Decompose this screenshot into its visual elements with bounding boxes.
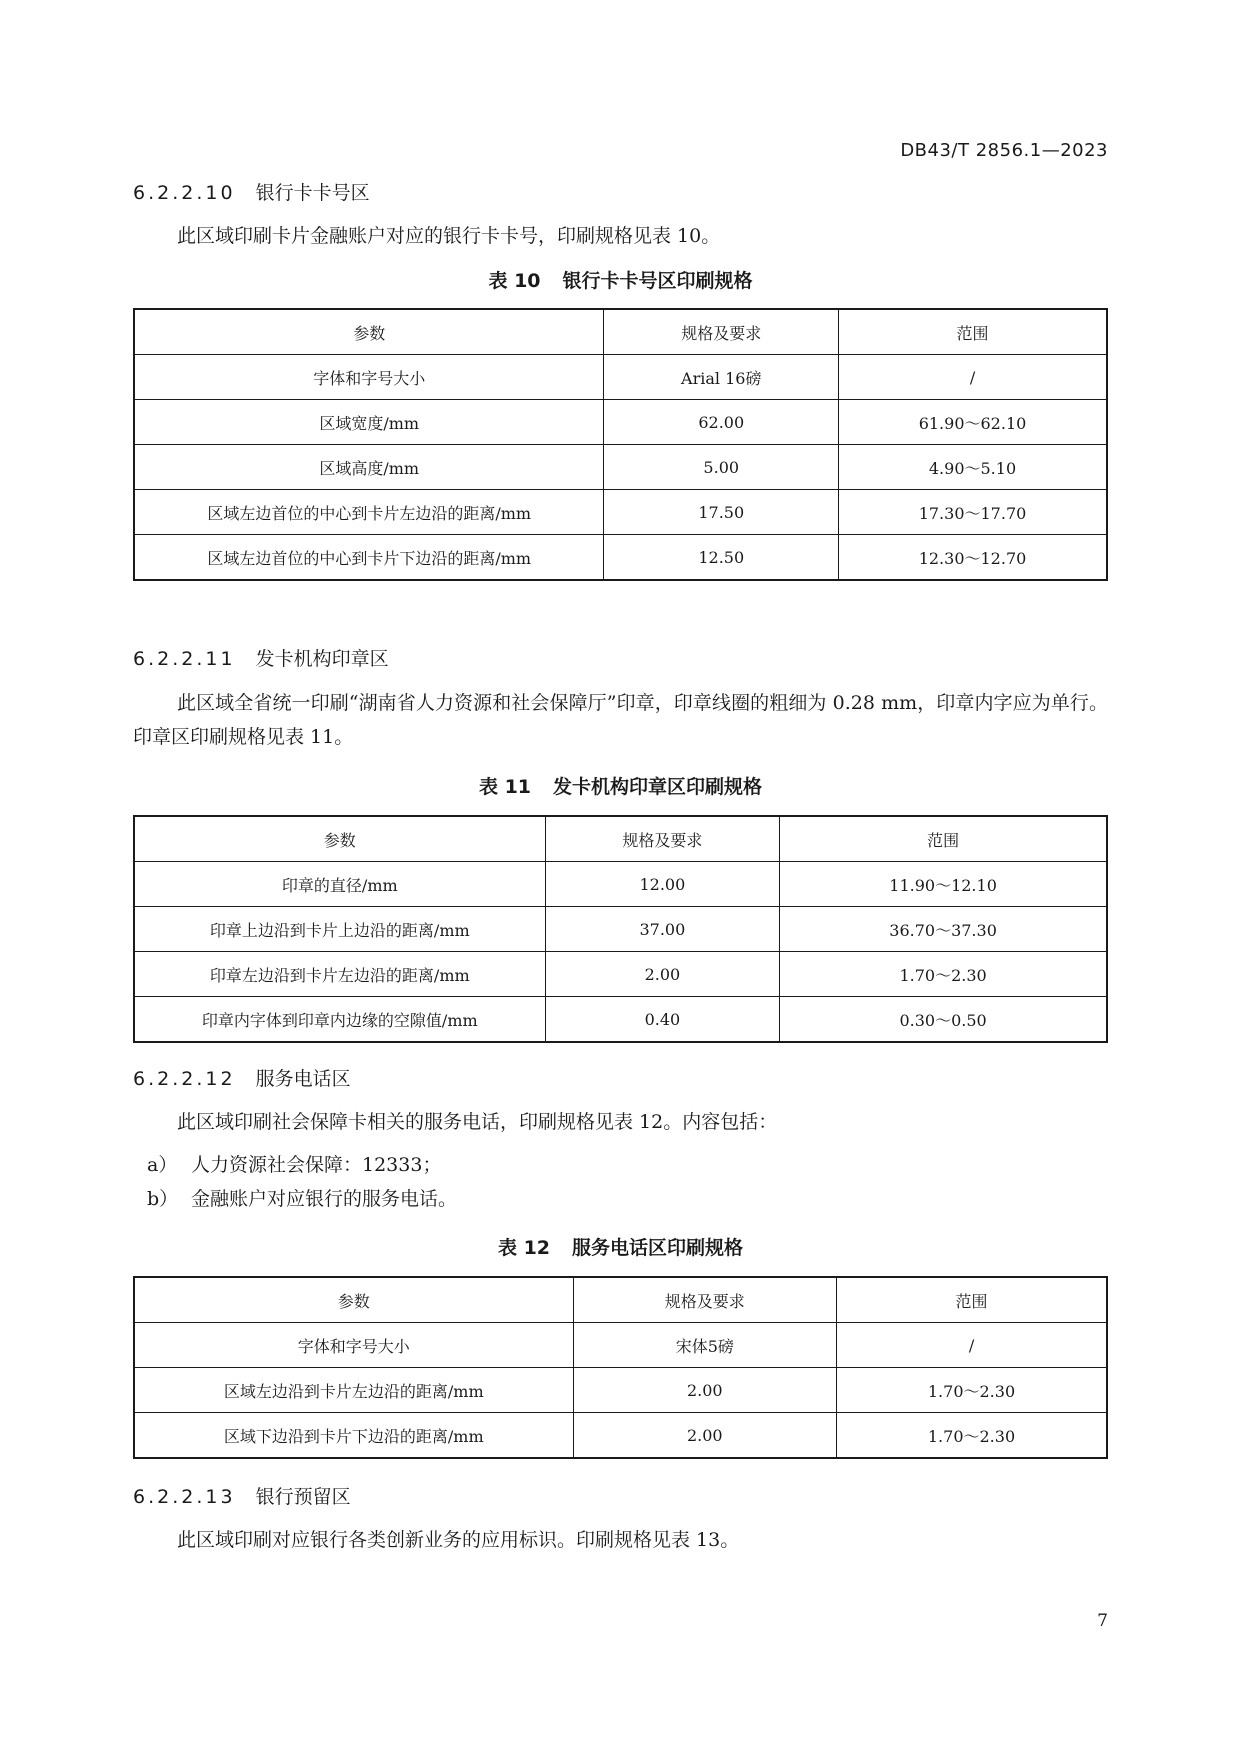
table-cell: 区域宽度/mm [134,400,604,445]
table-cell: 1.70～2.30 [837,1413,1107,1459]
table-cell: 印章的直径/mm [134,862,545,907]
section-heading-6-2-2-13 [133,1482,351,1509]
table-cell: 区域高度/mm [134,445,604,490]
spec-table-11 [133,815,1108,1043]
table-cell: 区域左边沿到卡片左边沿的距离/mm [134,1368,573,1413]
table-cell: / [839,355,1107,400]
table-row [134,1323,1107,1368]
list-item [147,1184,457,1211]
table-title: 银行卡卡号区印刷规格 [562,270,753,292]
table-cell: 2.00 [573,1368,836,1413]
table-cell: 字体和字号大小 [134,1323,573,1368]
header-cell: 规格及要求 [573,1277,836,1323]
table-caption-10 [133,266,1108,293]
section-number: 6.2.2.12 [133,1068,236,1090]
table-cell: 61.90～62.10 [839,400,1107,445]
list-marker: b） [147,1188,179,1210]
list-text: 金融账户对应银行的服务电话。 [191,1188,458,1210]
table-cell: 17.50 [604,490,839,535]
table-caption-11 [133,772,1108,799]
list-text: 人力资源社会保障：12333； [191,1154,442,1176]
table-cell: 5.00 [604,445,839,490]
section-title: 银行预留区 [255,1486,351,1508]
header-cell: 范围 [839,309,1107,355]
table-cell: / [837,1323,1107,1368]
table-row [134,1413,1107,1459]
table-caption-12 [133,1233,1108,1260]
table-cell: 1.70～2.30 [837,1368,1107,1413]
table-row [134,862,1107,907]
section-title: 发卡机构印章区 [255,648,389,670]
page-number: 7 [1097,1611,1108,1631]
table-cell: 12.30～12.70 [839,535,1107,581]
table-cell: 区域左边首位的中心到卡片下边沿的距离/mm [134,535,604,581]
section-paragraph: 此区域印刷社会保障卡相关的服务电话，印刷规格见表 12。内容包括： [177,1111,778,1133]
table-row [134,490,1107,535]
list-marker: a） [147,1154,178,1176]
header-cell: 参数 [134,1277,573,1323]
table-cell: 4.90～5.10 [839,445,1107,490]
table-cell: 2.00 [545,952,780,997]
table-header-row [134,309,1107,355]
table-cell: 11.90～12.10 [780,862,1107,907]
table-cell: 0.40 [545,997,780,1043]
section-number: 6.2.2.11 [133,648,236,670]
table-number: 表 12 [497,1237,551,1259]
section-paragraph: 此区域印刷对应银行各类创新业务的应用标识。印刷规格见表 13。 [177,1529,740,1551]
header-cell: 参数 [134,309,604,355]
section-number: 6.2.2.13 [133,1486,236,1508]
header-cell: 范围 [780,816,1107,862]
table-cell: 0.30～0.50 [780,997,1107,1043]
spec-table-12 [133,1276,1108,1459]
section-number: 6.2.2.10 [133,182,236,204]
table-number: 表 11 [478,776,532,798]
list-item [147,1150,441,1177]
table-row [134,952,1107,997]
table-header-row [134,1277,1107,1323]
table-row [134,355,1107,400]
table-cell: 宋体5磅 [573,1323,836,1368]
section-paragraph: 此区域全省统一印刷“湖南省人力资源和社会保障厅”印章，印章线圈的粗细为 0.28 mm，印章内字应为单行。印章区印刷规格见表 11。 [133,692,1108,748]
document-id: DB43/T 2856.1—2023 [900,140,1108,161]
table-cell: 1.70～2.30 [780,952,1107,997]
table-cell: 37.00 [545,907,780,952]
table-row [134,535,1107,581]
table-cell: Arial 16磅 [604,355,839,400]
table-cell: 17.30～17.70 [839,490,1107,535]
section-heading-6-2-2-10 [133,178,370,205]
table-cell: 12.00 [545,862,780,907]
section-title: 服务电话区 [255,1068,351,1090]
table-cell: 印章内字体到印章内边缘的空隙值/mm [134,997,545,1043]
header-cell: 规格及要求 [545,816,780,862]
table-cell: 印章上边沿到卡片上边沿的距离/mm [134,907,545,952]
table-title: 发卡机构印章区印刷规格 [553,776,763,798]
header-cell: 规格及要求 [604,309,839,355]
section-title: 银行卡卡号区 [255,182,370,204]
header-cell: 范围 [837,1277,1107,1323]
section-heading-6-2-2-11 [133,644,389,671]
table-row [134,445,1107,490]
table-header-row [134,816,1107,862]
table-cell: 12.50 [604,535,839,581]
table-cell: 2.00 [573,1413,836,1459]
header-cell: 参数 [134,816,545,862]
table-cell: 区域左边首位的中心到卡片左边沿的距离/mm [134,490,604,535]
table-row [134,997,1107,1043]
section-heading-6-2-2-12 [133,1064,351,1091]
table-cell: 印章左边沿到卡片左边沿的距离/mm [134,952,545,997]
table-cell: 字体和字号大小 [134,355,604,400]
table-row [134,400,1107,445]
table-row [134,1368,1107,1413]
table-number: 表 10 [488,270,541,292]
table-row [134,907,1107,952]
table-cell: 36.70～37.30 [780,907,1107,952]
table-cell: 62.00 [604,400,839,445]
table-title: 服务电话区印刷规格 [572,1237,744,1259]
table-cell: 区域下边沿到卡片下边沿的距离/mm [134,1413,573,1459]
section-paragraph: 此区域印刷卡片金融账户对应的银行卡卡号，印刷规格见表 10。 [177,225,721,247]
spec-table-10 [133,308,1108,581]
